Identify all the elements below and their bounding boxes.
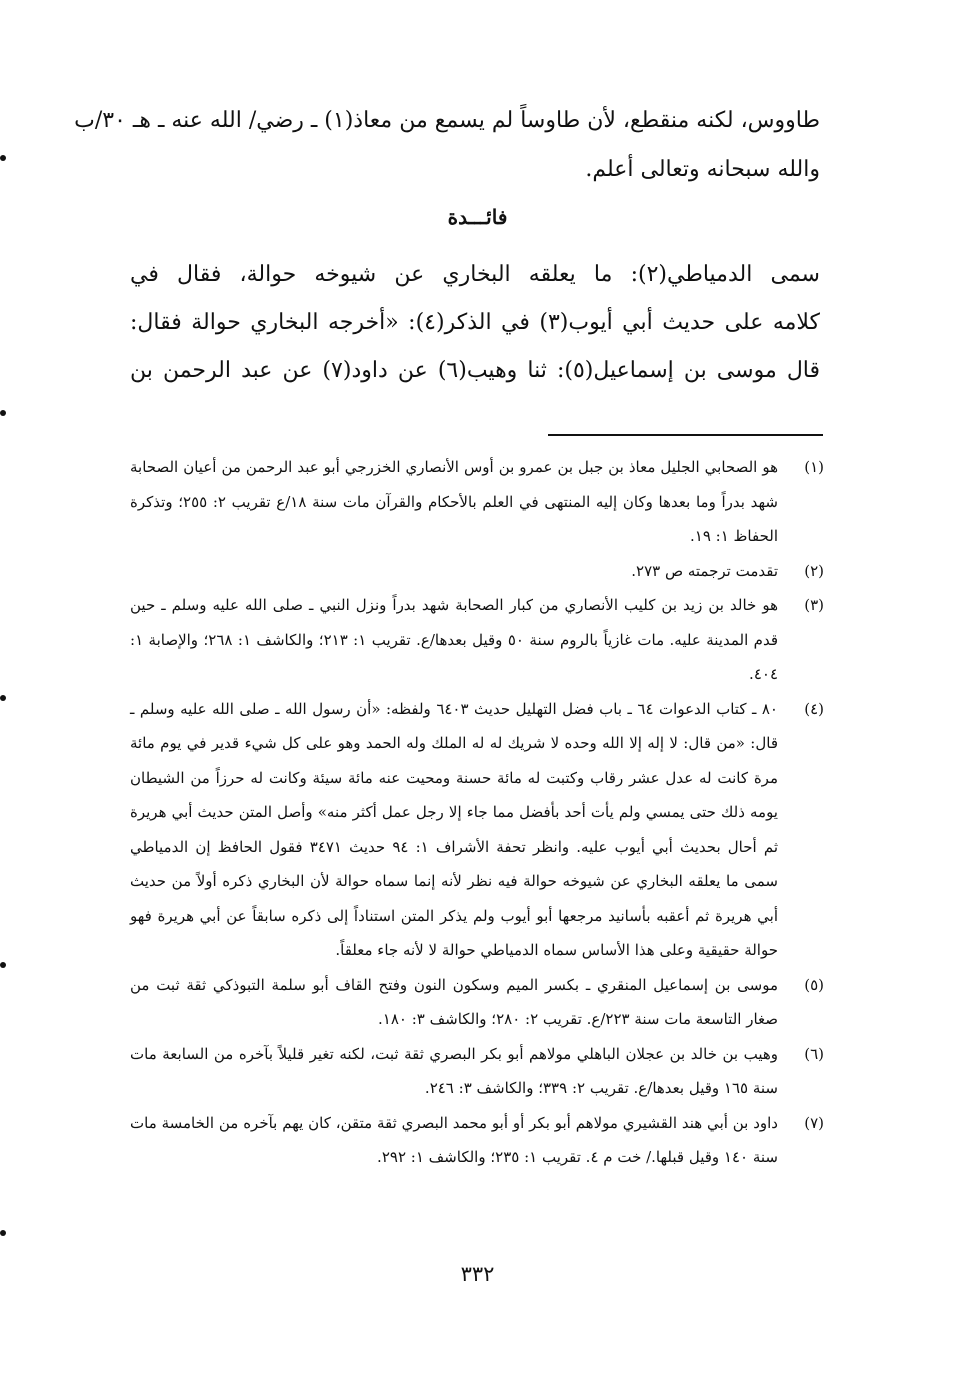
footnote-number: (٧)	[804, 1113, 824, 1132]
footnote-number: (٦)	[804, 1044, 824, 1063]
paragraph-line-1: سمى الدمياطي(٢): ما يعلقه البخاري عن شيوخه حوالة، فقال في	[130, 262, 820, 287]
scan-mark	[0, 1230, 6, 1236]
footnote-text: هو الصحابي الجليل معاذ بن جبل بن عمرو بن أوس الأنصاري الخزرجي أبو عبد الرحمن من أعيان الصحابة شهد بدراً وما بعدها وكان إليه المنتهى في العلم بالأحكام والقرآن مات سنة ١٨/ع تقريب ٢: ٢٥٥؛ وتذكرة الحفاظ ١: ١٩.	[130, 458, 778, 545]
section-heading: فائـــدة	[447, 205, 508, 229]
paragraph-line-2: كلامه على حديث أبي أيوب(٣) في الذكر(٤): «أخرجه البخاري حوالة فقال:	[130, 310, 820, 335]
paragraph-line-3: قال موسى بن إسماعيل(٥): ثنا وهيب(٦) عن داود(٧) عن عبد الرحمن بن	[130, 358, 821, 383]
footnote-text: هو خالد بن زيد بن كليب الأنصاري من كبار الصحابة شهد بدراً ونزل النبي ـ صلى الله عليه وسلم ـ حين قدم المدينة عليه. مات غازياً بالروم سنة ٥٠ وقيل بعدها/ع. تقريب ١: ٢١٣؛ والكاشف ١: ٢٦٨؛ والإصابة ١: ٤٠٤.	[130, 596, 779, 683]
footnote-2	[130, 554, 824, 589]
footnote-text: داود بن أبي هند القشيري مولاهم أبو بكر أو أبو محمد البصري ثقة متقن، كان يهم بآخره من الخامسة مات سنة ١٤٠ وقيل قبلها./ خت م ٤. تقريب ١: ٢٣٥؛ والكاشف ١: ٢٩٢.	[130, 1113, 778, 1166]
footnote-number: (٤)	[804, 699, 824, 718]
footnote-number: (١)	[804, 458, 824, 476]
footnote-text: وهيب بن خالد بن عجلان الباهلي مولاهم أبو بكر البصري ثقة ثبت، لكنه تغير قليلاً بآخره من السابعة مات سنة ١٦٥ وقيل بعدها/ع. تقريب ٢: ٣٣٩؛ والكاشف ٣: ٢٤٦.	[130, 1044, 778, 1097]
scan-mark	[0, 410, 6, 416]
footnote-separator	[548, 434, 823, 436]
body-line-2: والله سبحانه وتعالى أعلم.	[585, 157, 820, 182]
footnotes	[130, 450, 824, 1175]
footnote-number: (٥)	[804, 975, 824, 994]
footnote-6	[130, 1037, 824, 1106]
scan-mark	[0, 962, 6, 968]
footnote-number: (٢)	[804, 561, 824, 580]
footnote-3	[130, 588, 824, 692]
footnote-7	[130, 1106, 824, 1175]
scan-mark	[0, 155, 6, 161]
footnote-text: ٨٠ ـ كتاب الدعوات ٦٤ ـ باب فضل التهليل حديث ٦٤٠٣ ولفظه: «أن رسول الله ـ صلى الله عليه وسلم ـ قال: «من قال: لا إله إلا الله وحده لا شريك له له الملك وله الحمد وهو على كل شيء قدير في يوم مائة مرة كانت له عدل عشر رقاب وكتبت له مائة حسنة ومحيت عنه مائة سيئة وكانت له حرزاً من الشيطان يومه ذلك حتى يمسي ولم يأت أحد بأفضل مما جاء إلا رجل عمل أكثر منه» وأصل المتن حديث أبي هريرة ثم أحال بحديث أبي أيوب عليه. وانظر تحفة الأشراف ١: ٩٤ حديث ٣٤٧١ فقول الحافظ إن الدمياطي سمى ما يعلقه البخاري عن شيوخه حوالة فيه نظر لأنه إنما سماه حوالة لأن البخاري ذكره أولاً من حديث أبي هريرة ثم أعقبه بأسانيد مرجعها أبو أيوب ولم يذكر المتن استناداً إلى ذكره سابقاً عن أبي هريرة فهو حوالة حقيقية وعلى هذا الأساس سماه الدمياطي حوالة لا لأنه جاء معلقاً.	[130, 699, 778, 959]
page-number: ٣٣٢	[460, 1262, 495, 1286]
body-line-1: طاووس، لكنه منقطع، لأن طاوساً لم يسمع من معاذ(١) ـ رضي/ الله عنه ـ هـ ٣٠/ب	[74, 108, 820, 133]
scan-mark	[0, 695, 6, 701]
footnote-5	[130, 968, 824, 1037]
footnote-number: (٣)	[804, 596, 824, 614]
footnote-1	[130, 450, 824, 554]
footnote-4	[130, 692, 824, 968]
footnote-text: تقدمت ترجمته ص ٢٧٣.	[631, 561, 778, 580]
footnote-text: موسى بن إسماعيل المنقري ـ بكسر الميم وسكون النون وفتح القاف أبو سلمة التبوذكي ثقة ثبت من صغار التاسعة مات سنة ٢٢٣/ع. تقريب ٢: ٢٨٠؛ والكاشف ٣: ١٨٠.	[130, 975, 778, 1028]
